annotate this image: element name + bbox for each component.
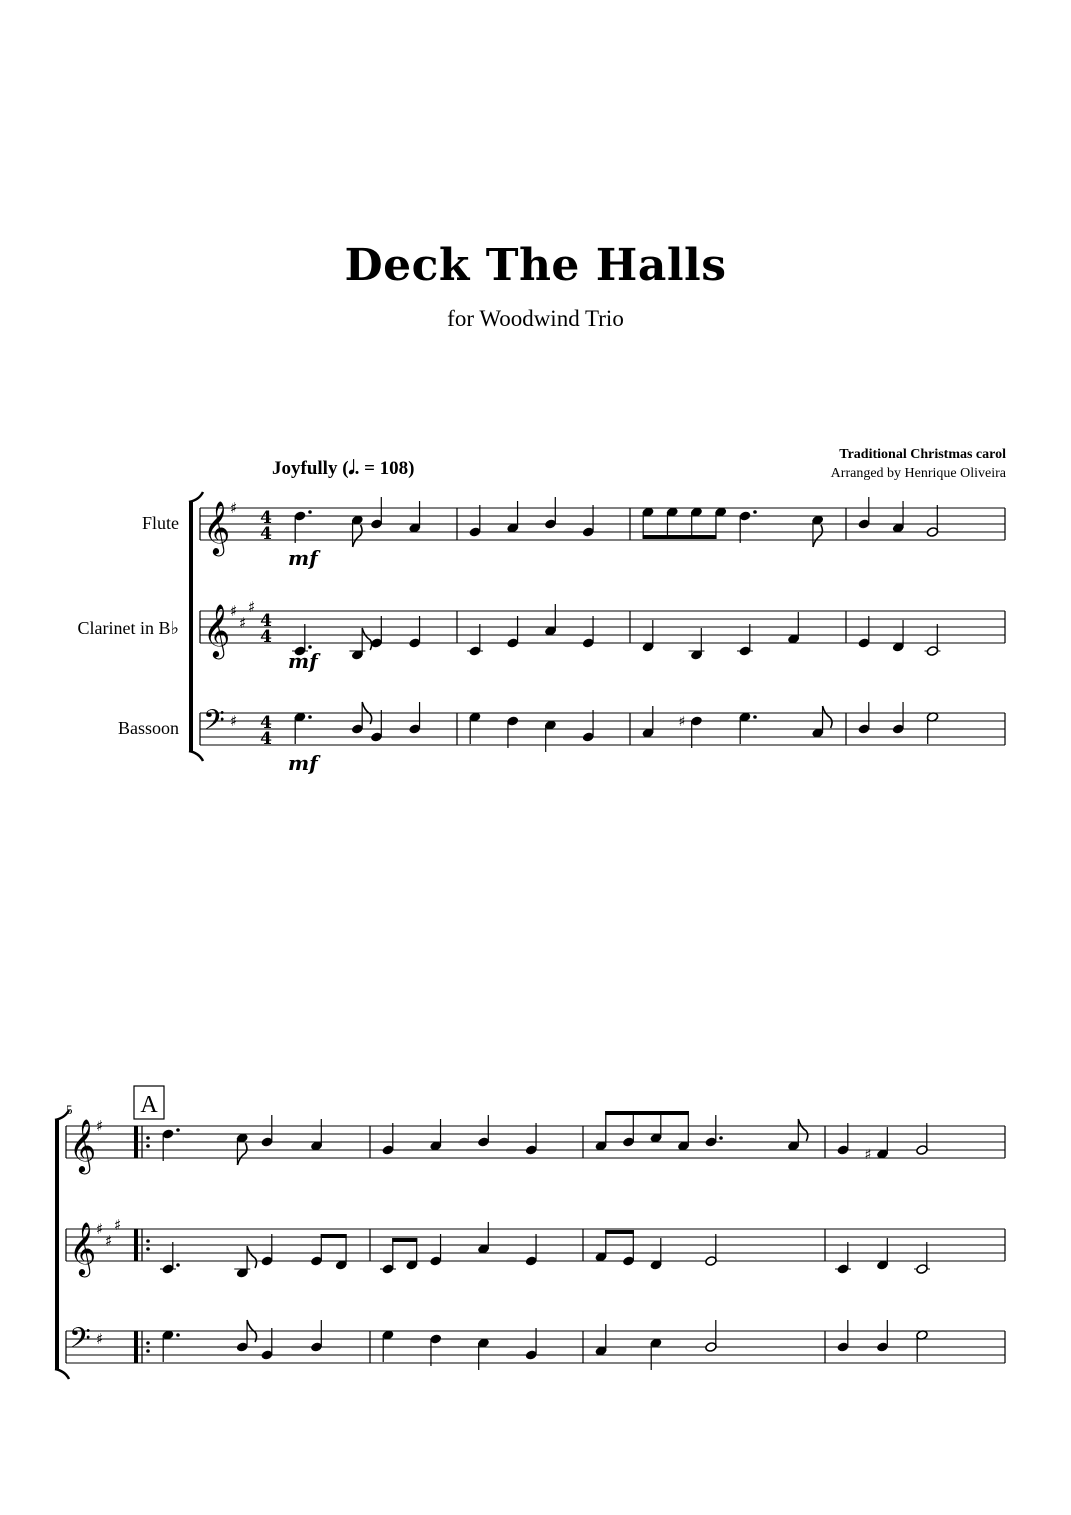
instrument-label-bassoon: Bassoon: [117, 718, 179, 738]
sharp-icon: ♯: [864, 1147, 872, 1163]
treble-clef-icon: 𝄞: [69, 1118, 97, 1172]
time-signature-denominator: 4: [260, 524, 272, 544]
augmentation-dot: [753, 715, 757, 719]
rehearsal-mark: A: [140, 1092, 158, 1118]
note-beam: [605, 1230, 634, 1234]
sharp-icon: ♯: [230, 499, 238, 517]
dynamic-marking: mf: [288, 546, 318, 570]
eighth-flag: [247, 1246, 256, 1268]
repeat-thick-barline: [134, 1229, 138, 1261]
dynamic-marking: mf: [288, 751, 318, 775]
composer-credit: Traditional Christmas carol: [839, 447, 1006, 462]
sharp-icon: ♯: [678, 714, 686, 730]
repeat-dot: [146, 1349, 150, 1353]
repeat-thick-barline: [134, 1331, 138, 1363]
time-signature-numerator: 4: [260, 508, 272, 528]
augmentation-dot: [753, 510, 757, 514]
augmentation-dot: [308, 715, 312, 719]
note-beam: [392, 1238, 417, 1242]
repeat-dot: [146, 1144, 150, 1148]
bracket-bottom-hook: [55, 1369, 69, 1379]
system-bracket: [189, 502, 193, 751]
repeat-dot: [146, 1239, 150, 1243]
repeat-dot: [146, 1341, 150, 1345]
bass-clef-icon: 𝄢: [69, 1322, 91, 1362]
time-signature-numerator: 4: [260, 611, 272, 631]
sharp-icon: ♯: [248, 598, 256, 616]
arranger-credit: Arranged by Henrique Oliveira: [830, 466, 1006, 481]
eighth-flag: [813, 525, 823, 547]
treble-clef-icon: 𝄞: [69, 1221, 97, 1275]
treble-clef-icon: 𝄞: [203, 500, 231, 554]
augmentation-dot: [176, 1128, 180, 1132]
score-title: Deck The Halls: [344, 240, 727, 291]
eighth-flag: [237, 1143, 247, 1165]
note-beam: [321, 1234, 347, 1238]
bracket-top-hook: [189, 492, 203, 502]
dynamic-marking: mf: [288, 649, 318, 673]
eighth-flag: [823, 706, 833, 728]
repeat-dot: [146, 1247, 150, 1251]
bass-clef-icon: 𝄢: [203, 704, 225, 744]
treble-clef-icon: 𝄞: [203, 603, 231, 657]
eighth-flag: [353, 525, 363, 547]
repeat-dot: [146, 1136, 150, 1140]
sharp-icon: ♯: [114, 1216, 122, 1234]
sharp-icon: ♯: [96, 1330, 104, 1348]
augmentation-dot: [176, 1333, 180, 1337]
sharp-icon: ♯: [239, 614, 247, 632]
note-beam: [605, 1111, 689, 1115]
eighth-flag: [362, 628, 372, 650]
sharp-icon: ♯: [96, 1117, 104, 1135]
repeat-thick-barline: [134, 1126, 138, 1158]
sharp-icon: ♯: [230, 602, 238, 620]
sharp-icon: ♯: [96, 1220, 104, 1238]
sharp-icon: ♯: [105, 1232, 113, 1250]
tempo-text: Joyfully (: [272, 458, 349, 479]
augmentation-dot: [176, 1263, 180, 1267]
tempo-bpm: = 108): [359, 458, 415, 479]
augmentation-dot: [308, 510, 312, 514]
system-bracket: [55, 1120, 59, 1369]
augmentation-dot: [719, 1136, 723, 1140]
eighth-flag: [798, 1119, 808, 1141]
instrument-label-flute: Flute: [141, 513, 179, 533]
bar-number: 5: [66, 1102, 73, 1117]
time-signature-denominator: 4: [260, 627, 272, 647]
note-beam: [643, 535, 717, 539]
time-signature-numerator: 4: [260, 713, 272, 733]
bracket-bottom-hook: [189, 751, 203, 761]
instrument-label-clarinet: Clarinet in B♭: [77, 618, 179, 638]
score-subtitle: for Woodwind Trio: [447, 306, 624, 331]
tempo-note-icon: 𝅘𝅥.: [348, 458, 360, 479]
sharp-icon: ♯: [230, 712, 238, 730]
time-signature-denominator: 4: [260, 729, 272, 749]
